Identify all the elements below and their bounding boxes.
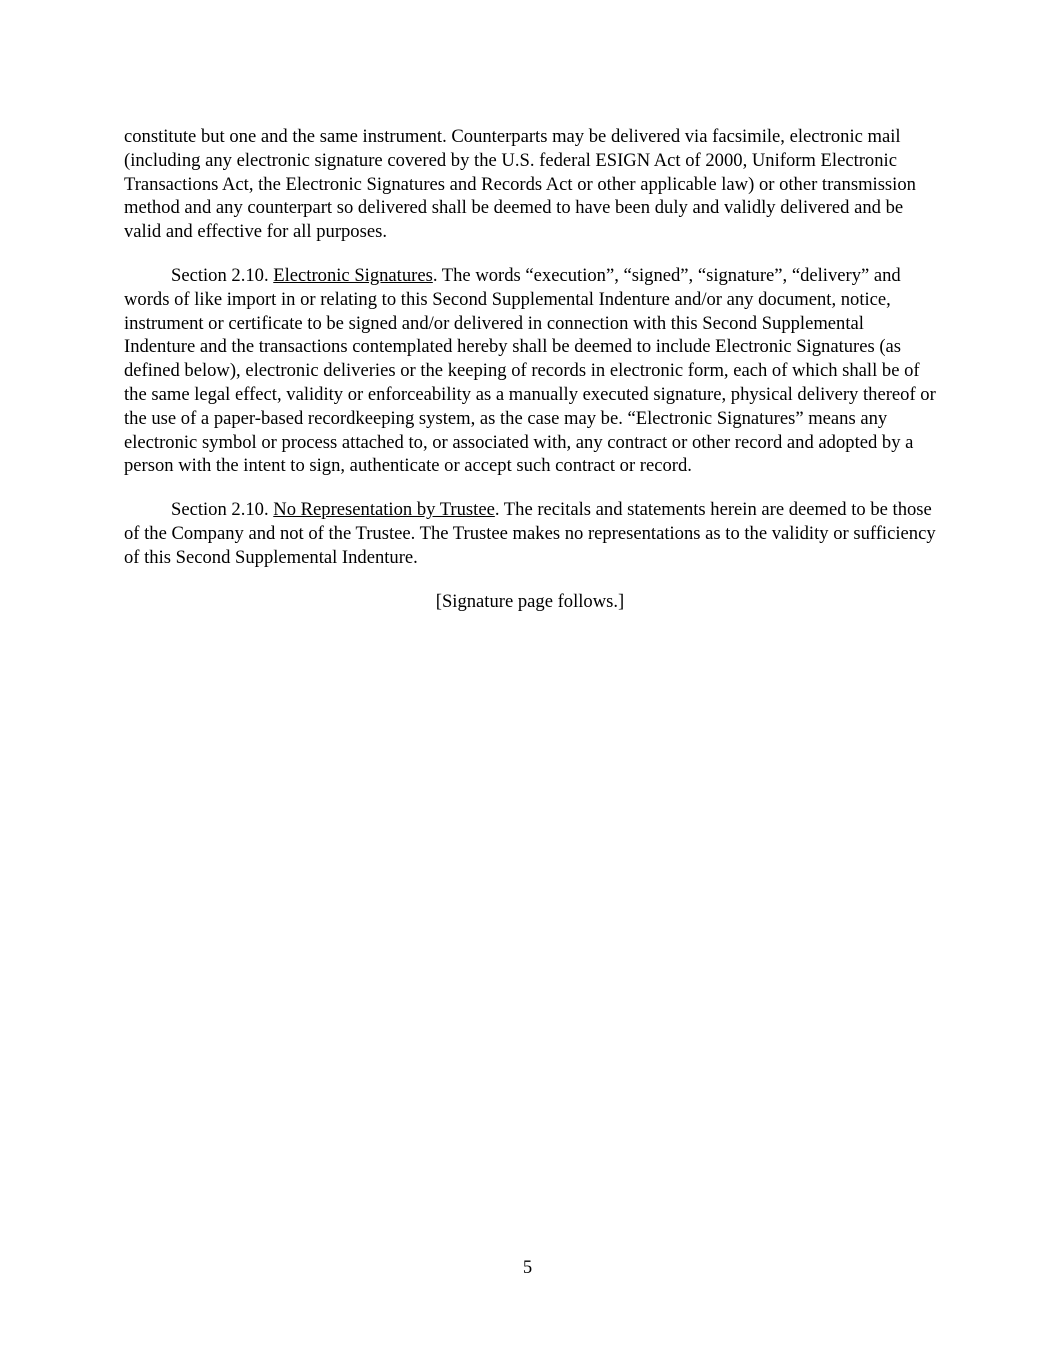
section-heading: Electronic Signatures — [273, 264, 433, 286]
section-heading: No Representation by Trustee — [273, 499, 495, 521]
section-body: . The words “execution”, “signed”, “signature”, “delivery” and words of like import in or relating to this Second Supplemental Indenture and/or any document, notice, instrument or certificate to be signed and/or delivered in connection with this Second Supplemental Indenture and the transactions contemplated hereby shall be deemed to include Electronic Signatures (as defined below), electronic deliveries or the keeping of records in electronic form, each of which shall be of the same legal effect, validity or enforceability as a manually executed signature, physical delivery thereof or the use of a paper-based recordkeeping system, as the case may be. “Electronic Signatures” means any electronic symbol or process attached to, or associated with, any contract or other record and adopted by a person with the intent to sign, authenticate or accept such contract or record. — [124, 264, 936, 477]
page-number: 5 — [522, 1257, 533, 1278]
signature-page-note: [Signature page follows.] — [435, 590, 625, 612]
section-number: Section 2.10. — [171, 499, 269, 521]
document-body — [124, 125, 936, 633]
counterparts-paragraph: constitute but one and the same instrument. Counterparts may be delivered via facsimile, electronic mail (including any electronic signature covered by the U.S. federal ESIGN Act of 2000, Uniform Electronic Transactions Act, the Electronic Signatures and Records Act or other applicable law) or other transmission method and any counterpart so delivered shall be deemed to have been duly and validly delivered and be valid and effective for all purposes. — [124, 126, 916, 243]
section-number: Section 2.10. — [171, 264, 269, 286]
section-no-representation — [124, 498, 936, 569]
section-body: . The recitals and statements herein are deemed to be those of the Company and not of the Trustee. The Trustee makes no representations as to the validity or sufficiency of this Second Supplemental Indenture. — [124, 499, 936, 568]
section-electronic-signatures — [124, 264, 936, 478]
